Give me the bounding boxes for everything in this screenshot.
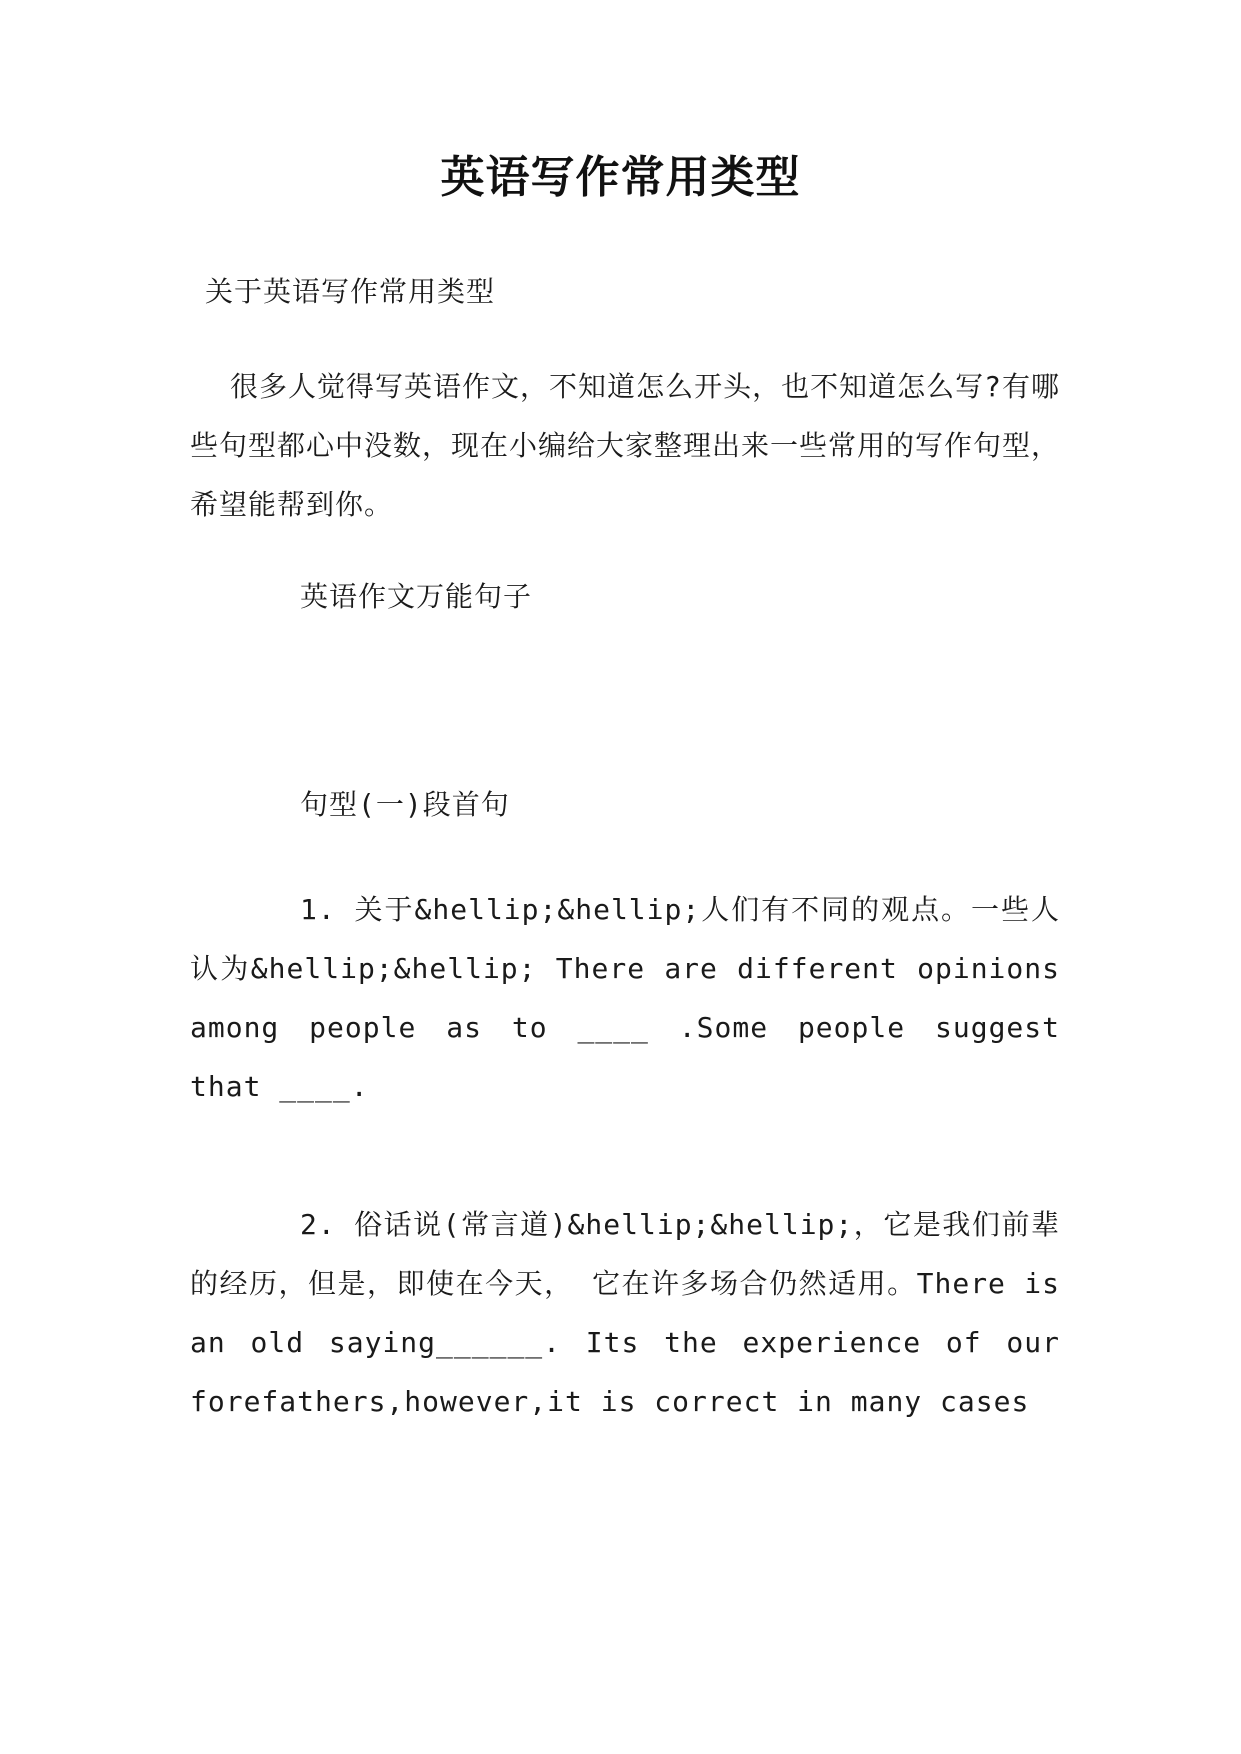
- section-heading: 英语作文万能句子: [300, 580, 533, 613]
- document-title: 英语写作常用类型: [440, 152, 801, 203]
- intro-paragraph: 很多人觉得写英语作文，不知道怎么开头，也不知道怎么写?有哪些句型都心中没数，现在小编给大家整理出来一些常用的写作句型，希望能帮到你。: [190, 370, 1061, 521]
- list-item-2: 2. 俗话说(常言道)&hellip;&hellip;，它是我们前辈的经历，但是，即使在今天， 它在许多场合仍然适用。There is an old saying______. Its the experience of our forefathers,however,it is correct in many cases: [190, 1208, 1060, 1418]
- document-subtitle: 关于英语写作常用类型: [205, 275, 496, 308]
- pattern-heading: 句型(一)段首句: [300, 788, 510, 821]
- list-item-1: 1. 关于&hellip;&hellip;人们有不同的观点。一些人认为&hellip;&hellip; There are different opinions among people as to ____ .Some people suggest that ____.: [190, 893, 1060, 1103]
